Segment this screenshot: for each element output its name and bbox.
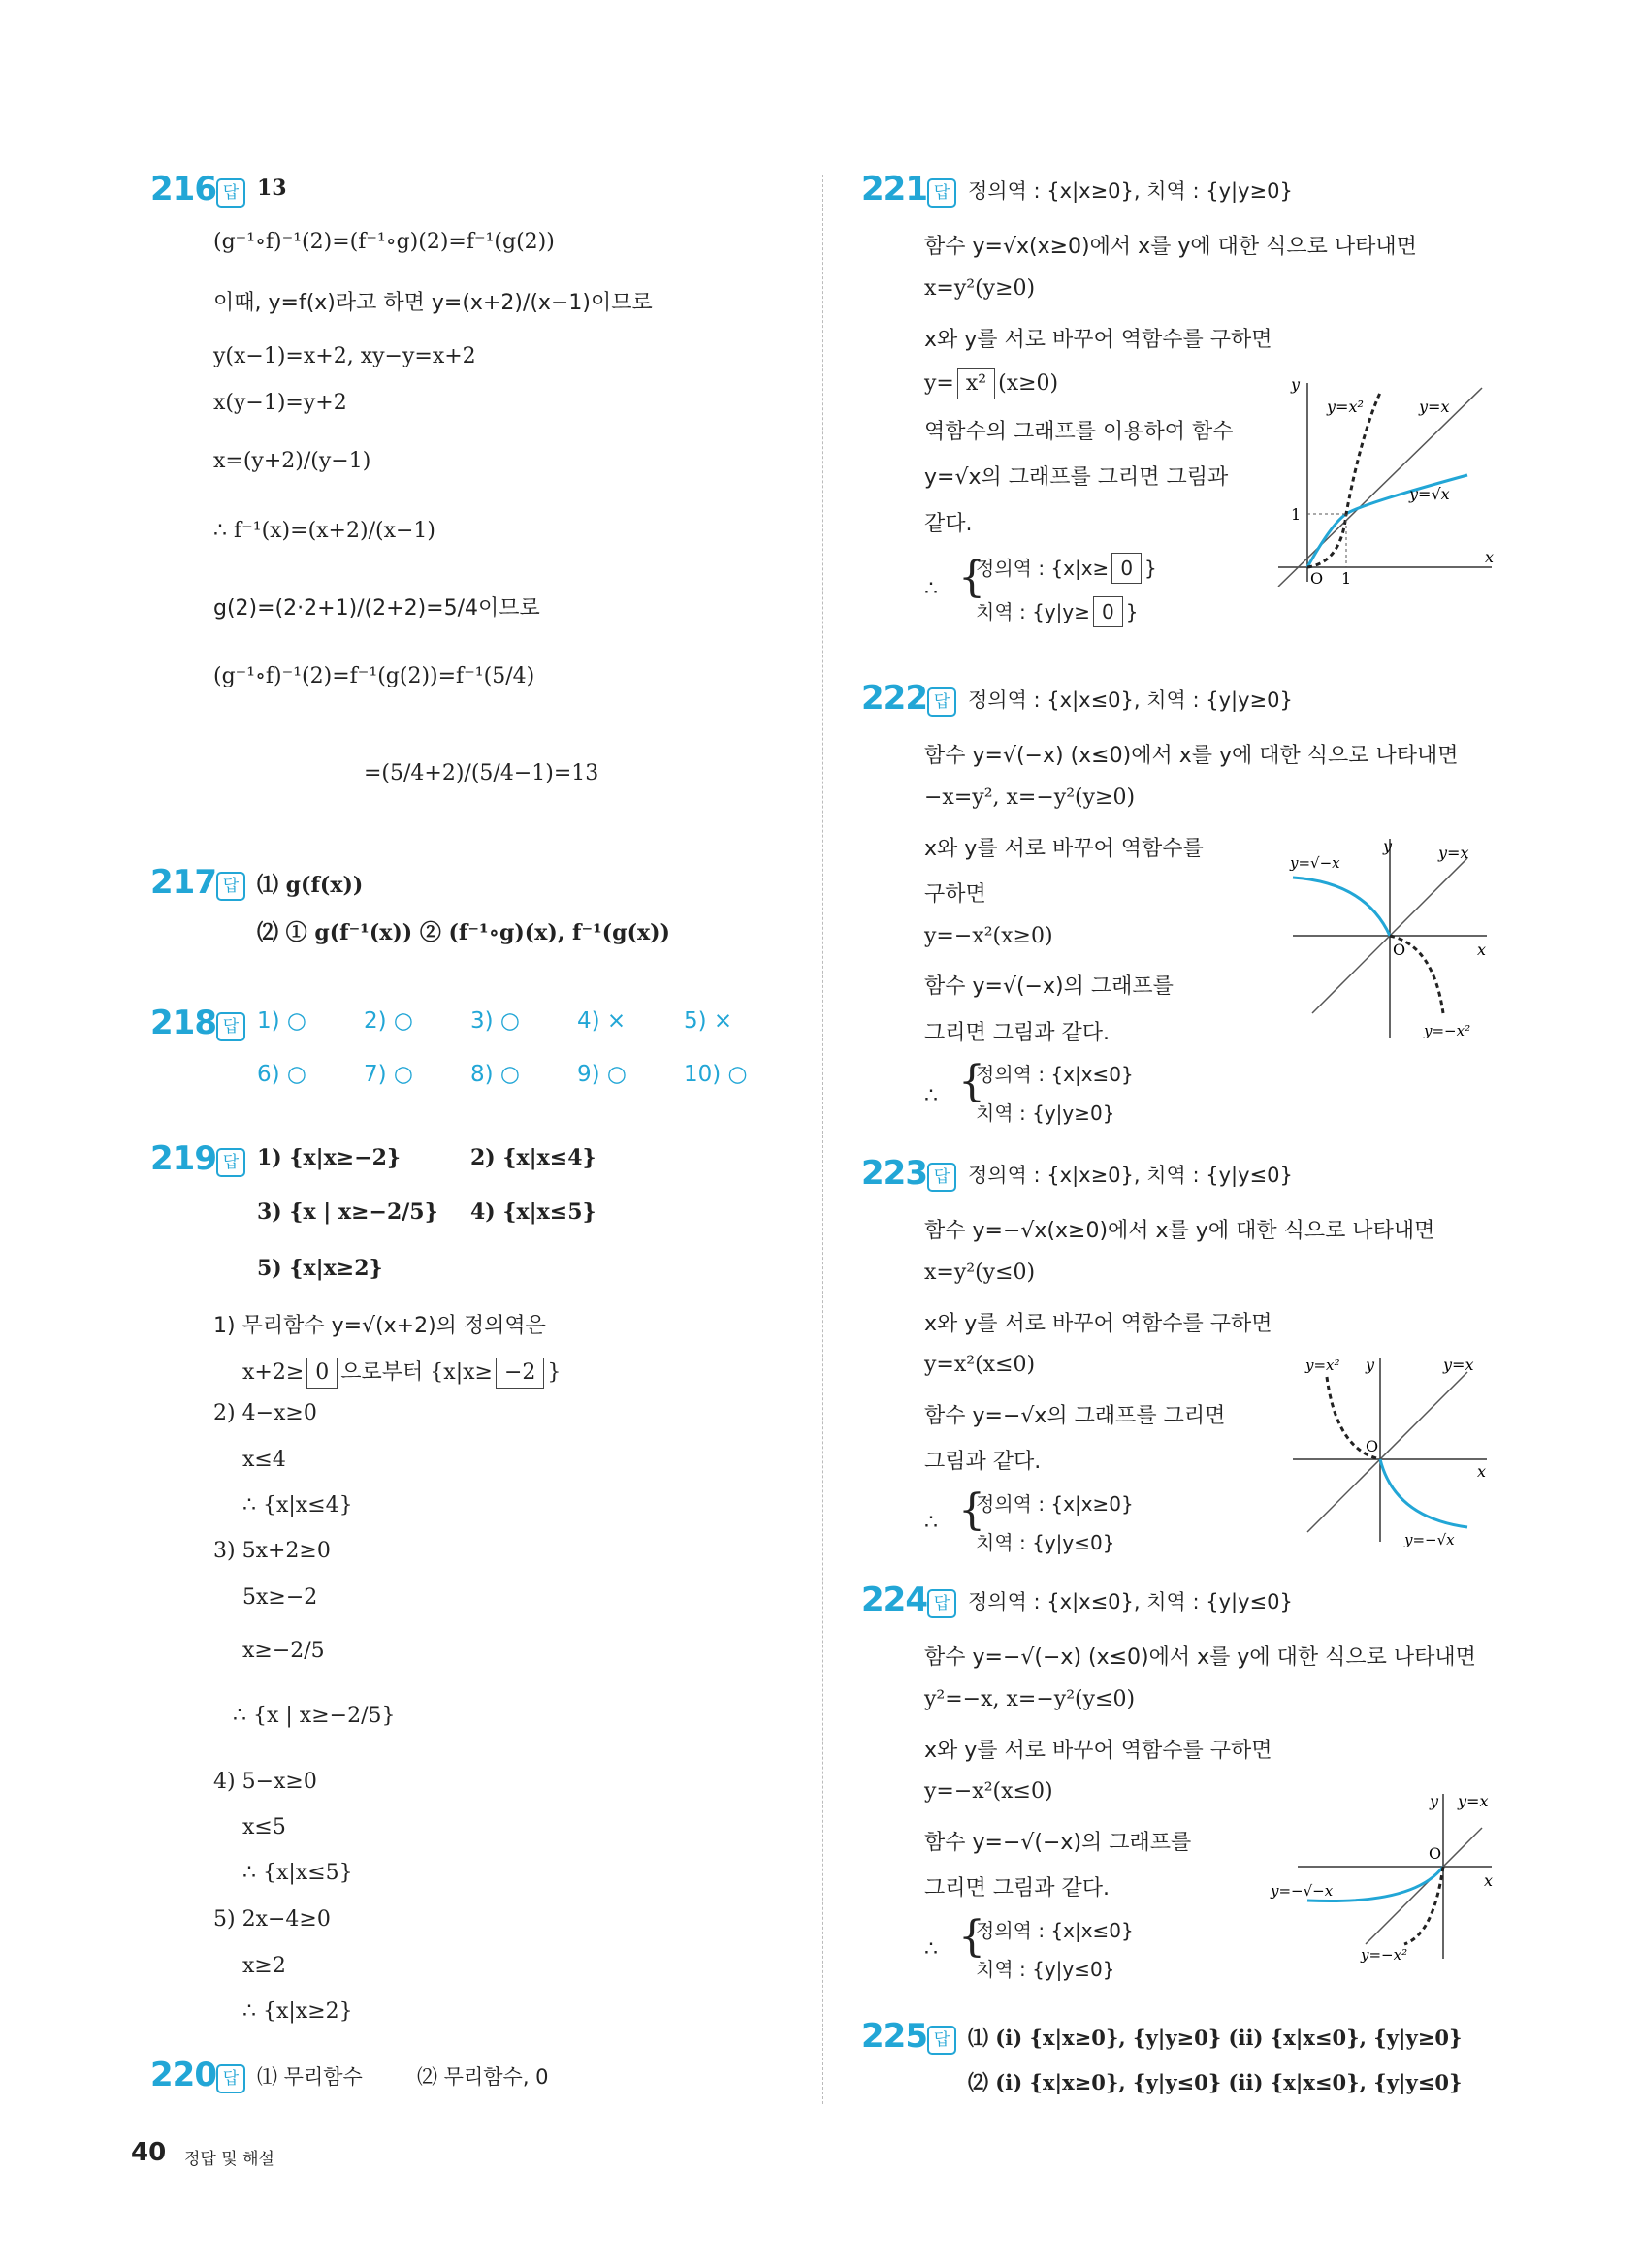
therefore: ∴	[924, 1084, 938, 1108]
solution-line: x+2≥ 0 으로부터 {x|x≥ −2 }	[242, 1356, 561, 1389]
solution-line: y=x²(x≤0)	[924, 1353, 1036, 1377]
answer-text: ⑵ (i) {x|x≥0}, {y|y≤0} (ii) {x|x≤0}, {y|y≤0}	[968, 2070, 1463, 2094]
problem-223	[861, 1154, 1521, 1554]
problem-number: 218	[150, 1004, 216, 1042]
page-number: 40	[131, 2138, 167, 2167]
graph-224	[1269, 1789, 1497, 1964]
answer-text: 13	[257, 176, 287, 201]
origin-label: O	[1310, 569, 1324, 587]
solution-line: x≥2	[242, 1954, 286, 1978]
problem-224	[861, 1581, 1521, 1981]
solution-line: x와 y를 서로 바꾸어 역함수를 구하면	[924, 328, 1272, 352]
problem-218	[150, 1004, 790, 1087]
solution-line: x≤4	[242, 1448, 286, 1472]
curve-label: y=−x²	[1424, 1022, 1471, 1039]
solution-line: 구하면	[924, 882, 986, 907]
solution-line: x와 y를 서로 바꾸어 역함수를	[924, 837, 1204, 861]
curve-neg-x-squared	[1404, 1867, 1443, 1944]
brace: {	[958, 1485, 985, 1535]
solution-line: 5) 2x−4≥0	[213, 1907, 331, 1932]
graph-223	[1288, 1353, 1492, 1547]
axis-label: x	[1477, 941, 1487, 959]
curve-label: y=x²	[1327, 398, 1364, 416]
answer-text: ⑴ (i) {x|x≥0}, {y|y≥0} (ii) {x|x≤0}, {y|y≥0}	[968, 2026, 1463, 2050]
answer-text: 1) {x|x≥−2}	[257, 1145, 402, 1170]
solution-line: 정의역 : {x|x≤0}	[976, 1919, 1134, 1942]
solution-line: ∴ f⁻¹(x)=(x+2)/(x−1)	[213, 519, 435, 543]
origin-label: O	[1366, 1437, 1379, 1455]
answer-badge: 답	[216, 872, 245, 901]
axis-label: x	[1485, 548, 1495, 566]
ox-item: 3) ○	[470, 1008, 520, 1034]
problem-number: 217	[150, 863, 216, 902]
solution-line: 이때, y=f(x)라고 하면 y=(x+2)/(x−1)이므로	[213, 291, 653, 315]
answer-text: 정의역 : {x|x≥0}, 치역 : {y|y≥0}	[968, 179, 1293, 203]
ox-item: 6) ○	[257, 1062, 306, 1087]
curve-label: y=x²	[1305, 1357, 1340, 1374]
curve-neg-sqrt-x	[1380, 1459, 1467, 1527]
solution-line: (g⁻¹∘f)⁻¹(2)=f⁻¹(g(2))=f⁻¹(5/4)	[213, 664, 535, 688]
brace: {	[958, 553, 985, 602]
solution-line: 치역 : {y|y≤0}	[976, 1958, 1115, 1981]
answer-text: ⑵ 무리함수, 0	[417, 2065, 549, 2089]
axis-label: y	[1366, 1356, 1375, 1374]
solution-line: ∴ {x|x≥2}	[242, 1999, 353, 2024]
problem-number: 221	[861, 170, 927, 208]
solution-line: x=(y+2)/(y−1)	[213, 449, 371, 473]
origin-label: O	[1429, 1844, 1442, 1863]
curve-x-squared	[1307, 393, 1380, 567]
solution-line: x(y−1)=y+2	[213, 391, 347, 415]
curve-label: y=−x²	[1361, 1946, 1408, 1964]
solution-line: 2) 4−x≥0	[213, 1401, 317, 1425]
answer-badge: 답	[216, 178, 245, 208]
ox-item: 9) ○	[577, 1062, 627, 1087]
solution-line: 치역 : {y|y≤0}	[976, 1531, 1115, 1554]
graph-221	[1273, 378, 1497, 587]
axis-label: x	[1477, 1462, 1487, 1481]
solution-line: x와 y를 서로 바꾸어 역함수를 구하면	[924, 1312, 1272, 1336]
tick-label: 1	[1341, 569, 1352, 587]
column-divider	[822, 175, 823, 2104]
ox-item: 1) ○	[257, 1008, 306, 1034]
answer-badge: 답	[927, 2026, 956, 2055]
solution-line: 정의역 : {x|x≥0}	[976, 1492, 1134, 1516]
curve-label: y=√x	[1409, 485, 1450, 503]
axis-label: y	[1383, 837, 1393, 855]
answer-badge: 답	[216, 1148, 245, 1177]
problem-217	[150, 863, 790, 945]
solution-line: 3) 5x+2≥0	[213, 1539, 331, 1563]
problem-219	[150, 1139, 790, 2024]
brace: {	[958, 1912, 985, 1962]
answer-text: 2) {x|x≤4}	[470, 1145, 596, 1170]
solution-line: ∴ {x|x≤4}	[242, 1493, 353, 1517]
ox-item: 4) ×	[577, 1008, 627, 1034]
solution-line: ∴ {x|x≤5}	[242, 1861, 353, 1885]
solution-line: 5x≥−2	[242, 1585, 318, 1610]
curve-label: y=x	[1458, 1792, 1489, 1810]
problem-222	[861, 679, 1521, 1125]
ox-item: 8) ○	[470, 1062, 520, 1087]
origin-label: O	[1393, 941, 1406, 959]
solution-line: y=−x²(x≥0)	[924, 924, 1053, 948]
curve-label: y=−√−x	[1271, 1882, 1334, 1900]
solution-line: y(x−1)=x+2, xy−y=x+2	[213, 344, 476, 368]
solution-line: ∴ {x | x≥−2/5}	[233, 1704, 396, 1728]
problem-number: 223	[861, 1154, 927, 1193]
therefore: ∴	[924, 1937, 938, 1962]
problem-number: 225	[861, 2017, 927, 2056]
solution-line: y=√x의 그래프를 그리면 그림과	[924, 465, 1229, 490]
problem-number: 222	[861, 679, 927, 718]
answer-text: 3) {x | x≥−2/5}	[257, 1199, 438, 1225]
problem-225	[861, 2017, 1521, 2094]
solution-line: 치역 : {y|y≥ 0 }	[976, 596, 1138, 627]
problem-number: 224	[861, 1581, 927, 1619]
axis-label: y	[1430, 1792, 1439, 1810]
problem-number: 220	[150, 2056, 216, 2094]
curve-label: y=x	[1419, 398, 1450, 416]
problem-221	[861, 170, 1521, 623]
brace: {	[958, 1057, 985, 1106]
answer-badge: 답	[927, 1589, 956, 1618]
solution-line: 함수 y=√x(x≥0)에서 x를 y에 대한 식으로 나타내면	[924, 235, 1417, 259]
answer-text: ⑵ ① g(f⁻¹(x)) ② (f⁻¹∘g)(x), f⁻¹(g(x))	[257, 920, 670, 945]
answer-badge: 답	[216, 2064, 245, 2093]
axis-label: x	[1484, 1871, 1494, 1890]
solution-line: x≤5	[242, 1815, 286, 1839]
ox-item: 2) ○	[364, 1008, 413, 1034]
solution-line: 치역 : {y|y≥0}	[976, 1102, 1115, 1125]
curve-label: y=x	[1443, 1356, 1474, 1374]
curve-sqrt-neg-x	[1293, 878, 1390, 936]
ox-item: 5) ×	[684, 1008, 733, 1034]
solution-line: (g⁻¹∘f)⁻¹(2)=(f⁻¹∘g)(2)=f⁻¹(g(2))	[213, 230, 555, 254]
solution-line: 1) 무리함수 y=√(x+2)의 정의역은	[213, 1314, 546, 1338]
solution-line: y=−x²(x≤0)	[924, 1779, 1053, 1804]
problem-216	[150, 170, 790, 785]
curve-label: y=−√x	[1404, 1531, 1455, 1547]
answer-text: 정의역 : {x|x≥0}, 치역 : {y|y≤0}	[968, 1164, 1293, 1187]
solution-line: y²=−x, x=−y²(y≤0)	[924, 1687, 1136, 1711]
answer-badge: 답	[927, 687, 956, 717]
solution-line: x=y²(y≥0)	[924, 276, 1036, 301]
solution-line: 그리면 그림과 같다.	[924, 1876, 1110, 1901]
curve-label: y=√−x	[1290, 854, 1340, 872]
solution-line: 4) 5−x≥0	[213, 1770, 317, 1794]
solution-line: 함수 y=√(−x) (x≤0)에서 x를 y에 대한 식으로 나타내면	[924, 744, 1459, 768]
solution-line: 함수 y=−√x의 그래프를 그리면	[924, 1404, 1226, 1428]
solution-line: 그림과 같다.	[924, 1450, 1042, 1474]
solution-line: =(5/4+2)/(5/4−1)=13	[364, 761, 599, 785]
ox-item: 10) ○	[684, 1062, 748, 1087]
solution-line: 정의역 : {x|x≤0}	[976, 1063, 1134, 1086]
solution-line: x와 y를 서로 바꾸어 역함수를 구하면	[924, 1739, 1272, 1763]
solution-line: x=y²(y≤0)	[924, 1261, 1036, 1285]
graph-222	[1288, 834, 1492, 1042]
solution-line: 함수 y=−√(−x) (x≤0)에서 x를 y에 대한 식으로 나타내면	[924, 1645, 1476, 1670]
answer-badge: 답	[927, 1163, 956, 1192]
solution-line: x≥−2/5	[242, 1639, 325, 1663]
tick-label: 1	[1291, 505, 1302, 524]
problem-number: 219	[150, 1139, 216, 1178]
ox-item: 7) ○	[364, 1062, 413, 1087]
solution-line: 함수 y=−√x(x≥0)에서 x를 y에 대한 식으로 나타내면	[924, 1219, 1435, 1243]
answer-badge: 답	[216, 1012, 245, 1041]
answer-text: 정의역 : {x|x≤0}, 치역 : {y|y≥0}	[968, 688, 1293, 712]
solution-line: y= x² (x≥0)	[924, 368, 1058, 399]
footer-label: 정답 및 해설	[184, 2150, 274, 2169]
therefore: ∴	[924, 1511, 938, 1535]
curve-label: y=x	[1438, 844, 1469, 862]
solution-line: 함수 y=√(−x)의 그래프를	[924, 974, 1174, 999]
solution-line: 역함수의 그래프를 이용하여 함수	[924, 420, 1234, 444]
therefore: ∴	[924, 577, 938, 601]
answer-badge: 답	[927, 178, 956, 208]
solution-line: 정의역 : {x|x≥ 0 }	[976, 553, 1157, 584]
axis-label: y	[1291, 378, 1301, 394]
solution-line: g(2)=(2·2+1)/(2+2)=5/4이므로	[213, 596, 540, 621]
solution-line: −x=y², x=−y²(y≥0)	[924, 785, 1136, 810]
answer-text: 5) {x|x≥2}	[257, 1256, 383, 1281]
problem-number: 216	[150, 170, 216, 208]
problem-220	[150, 2056, 790, 2102]
answer-text: 정의역 : {x|x≤0}, 치역 : {y|y≤0}	[968, 1590, 1293, 1613]
solution-line: 같다.	[924, 512, 973, 536]
solution-line: 함수 y=−√(−x)의 그래프를	[924, 1831, 1192, 1855]
line-y-equals-x	[1278, 388, 1482, 587]
answer-text: 4) {x|x≤5}	[470, 1199, 596, 1225]
answer-text: ⑴ 무리함수	[257, 2065, 363, 2089]
solution-line: 그리면 그림과 같다.	[924, 1021, 1110, 1045]
answer-text: ⑴ g(f(x))	[257, 873, 364, 898]
